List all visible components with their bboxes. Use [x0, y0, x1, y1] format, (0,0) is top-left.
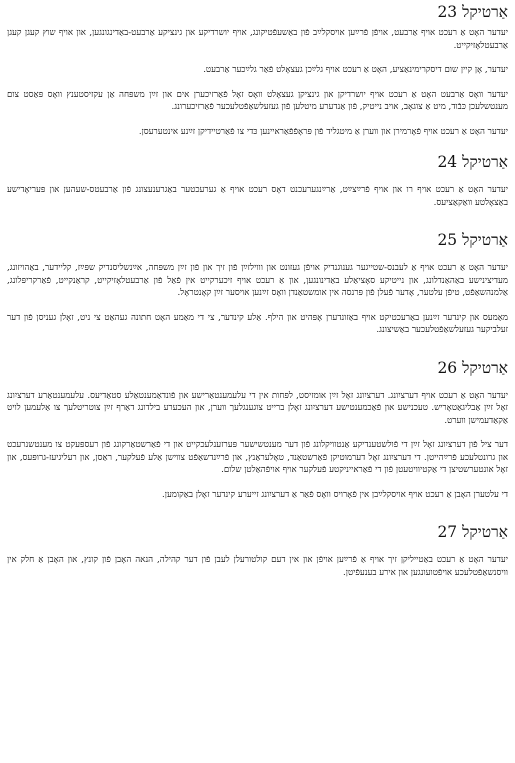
article-paragraph: יעדער האָט אַ רעכט אויף אַ לעבנס-שטייגער גענוגנדיק אויפֿן געזונט און וווילזײַן פֿון זיך און פֿון זײַן משפּחה, אײַנשליסנדיק שפּײַז, קליידער, באַהויזונג, מעדיצינישע באַהאַנדלונג, און נייטיקע סאָציאַלע באַדינונגען, און אַ רעכט אויף זיכערקייט אין פֿאַל פֿון אַרבעטלאָזיקייט, קראַנקייט, פֿאַרקריפּלונג, אַלמנהשאַפֿט, טיפֿן עלטער, אָדער פֿעלן פֿון פּרנסה אין אומשטאַנדן וואָס זײַנען אויסער זײַן קאָנטראָל. [7, 263, 508, 298]
article-paragraph: יעדער האָט אַ רעכט אויף פֿאָרמירן און ווערן אַ מיטגליד פֿון פּראָפֿפֿאַראיינען כּדי צו פֿאַרטיידיקן זײַנע אינטערעסן. [138, 126, 508, 137]
article-paragraph: יעדער וואָס אַרבעט האָט אַ רעכט אויף יושרדיקן און גינציקן געצאָלט וואָס זאָל פֿאַרזיכערן אים און זײַן משפּחה אַן עקזיסטענץ וואָס פּאַסט צום מענטשלעכן כּבֿוד, מיט אַ צוגאָב, אויב נייטיק, פֿון אַנדערע מיטלען פֿון געזעלשאַפֿטלעכער פֿאַרזיכערונג. [7, 89, 508, 112]
article-paragraph: מאַמעס און קינדער זײַנען באַרעכטיקט אויף באַזונדערן אָפּהיט און הילף. אַלע קינדער, צי די מאַמע האָט חתונה געהאַט צי ניט, זאָלן געניסן פֿון דער זעלביקער געזעלשאַפֿטלעכער באַשיצונג. [7, 312, 508, 335]
article-paragraph: יעדער האָט אַ רעכט באַטייליקן זיך אויף אַ פֿרײַען אויפֿן און אין דעם קולטורעלן לעבן פֿון דער קהילה, הנאה האָבן פֿון קונץ, און האָבן אַ חלק אין וויסנשאַפֿטלעכע אויפֿטועונגען און אירע בענעפֿיטן. [7, 555, 508, 578]
article-heading: אַרטיקל 26 [437, 358, 508, 377]
document-page [0, 2, 515, 763]
article-paragraph: די עלטערן האָבן אַ רעכט אויף אויסקלײַבן אין פֿאָרויס וואָס פֿאַר אַ דערציִונג זייערע קינדער זאָלן באַקומען. [162, 489, 508, 500]
article-heading: אַרטיקל 23 [437, 3, 508, 21]
article-heading: אַרטיקל 25 [437, 231, 508, 249]
article-paragraph: יעדער האָט אַ רעכט אויף דערציִונג. דערציִונג זאָל זײַן אומזיסט, לפּחות אין די עלעמענטאַרישע און פֿונדאַמענטאַלע סטאַדיעס. עלעמענטאַרע דערציִונג זאָל זײַן אַבליגאַטאָריש. טעכנישע און פֿאַכמענטישע דערציִונג זאָלן ברייט צוגענגלעך ווערן, און העכערע בילדונג דאַרף זײַן צוטריטלעך צו אַלעמען לויט אַקאַדעמישן ווערט. [7, 390, 508, 426]
article-paragraph: יעדער האָט אַ רעכט אויף רו און אויף פֿרײַצײַט, אַרײַנגערעכנט דאָס רעכט אויף אַ גערעכטער באַגרענעצונג פֿון אַרבעטס-שעהען און פּעריאָדישע באַצאָלטע וואַקאַציעס. [7, 185, 508, 208]
article-paragraph: יעדער, אָן קיין שום דיסקרימינאַציע, האָט אַ רעכט אויף גלײַכן געצאָלט פֿאַר גלײַכער אַרבעט. [203, 65, 508, 75]
article-paragraph: דער ציל פֿון דערציִונג זאָל זײַן די פֿולשטענדיקע אַנטוויקלונג פֿון דער מענטשישער פּערזענלעכקייט און די פֿאַרשטאַרקונג פֿון רעספּעקט צו מענטשנרעכט און גרונטלעכע פֿרײַהייטן. די דערציִונג זאָל דערמוטיקן פֿאַרשטאַנד, טאָלעראַנץ, און פֿרײַנדשאַפֿט צווישן אַלע פֿעלקער, ראַסן, און רעליגיעז-גרופּעס, און זאָל אונטערשטיצן די אַקטיוויטעטן פֿון די פֿאַראייניקטע פֿעלקער אויף אויפֿהאַלטן שלום. [7, 440, 508, 475]
article-heading: אַרטיקל 24 [437, 153, 508, 171]
article-heading: אַרטיקל 27 [437, 523, 508, 541]
article-paragraph: יעדער האָט אַ רעכט אויף אַרבעט, אויפֿן פֿרײַען אויסקלײַב פֿון באַשעפֿטיקונג, אויף יושרדיקע און גינציקע אַרבעט-באַדינגונגען, און אויף שוץ קעגן קעגן אַרבעטלאָזיקייט. [7, 28, 508, 51]
